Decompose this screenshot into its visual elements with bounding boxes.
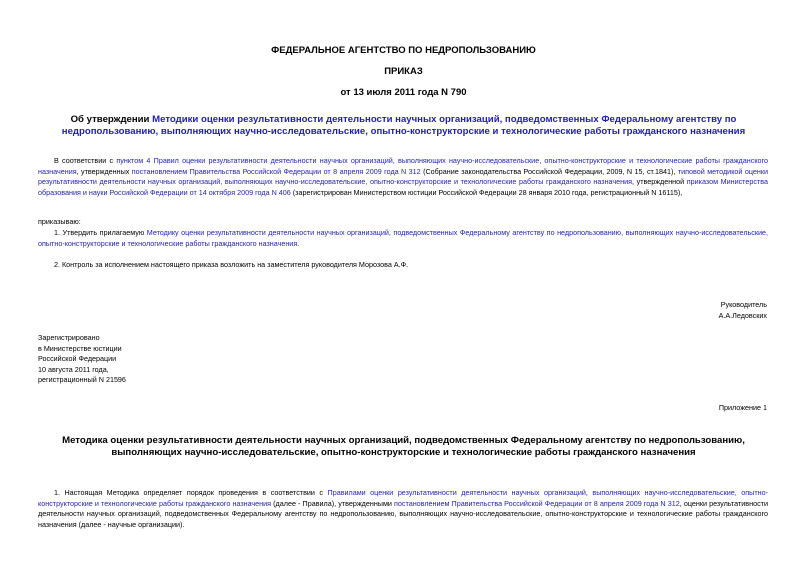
order-item-1 bbox=[38, 228, 768, 249]
signature-position: Руководитель bbox=[720, 300, 767, 309]
typical-methodology-link[interactable]: типовой методикой оценки результативности деятельности научных организаций, выполняющих научно-исследовательские, опытно-конструкторские и технологические работы гражданского назначения bbox=[38, 166, 769, 186]
preamble-text-4: , утвержденной bbox=[632, 177, 687, 186]
document-title bbox=[40, 114, 767, 138]
method-p1-text-2: (далее - Правила), утвержденными bbox=[271, 498, 395, 508]
method-p1-text-1: 1. Настоящая Методика определяет порядок проведения в соответствии с bbox=[54, 488, 328, 497]
registration-block bbox=[38, 333, 126, 386]
registration-line: Российской Федерации bbox=[38, 354, 117, 363]
government-resolution-312-link[interactable]: постановлением Правительства Российской Федерации от 8 апреля 2009 года N 312 bbox=[131, 166, 421, 176]
signature-name: А.А.Ледовских bbox=[718, 311, 767, 320]
ministry-order-406-link[interactable]: приказом Министерства образования и науки Российской Федерации от 14 октября 2009 года N 406 bbox=[38, 177, 769, 197]
registration-line: в Министерстве юстиции bbox=[38, 343, 122, 353]
registration-line: 10 августа 2011 года, bbox=[38, 364, 109, 374]
methodology-paragraph-1 bbox=[38, 488, 768, 530]
item1-text-1: 1. Утвердить прилагаемую bbox=[54, 228, 147, 237]
preamble-text-2: , утвержденных bbox=[76, 166, 132, 176]
preamble-text-3: (Собрание законодательства Российской Федерации, 2009, N 15, ст.1841), bbox=[420, 166, 678, 176]
methodology-link[interactable]: Методику оценки результативности деятельности научных организаций, подведомственных Федеральному агентству по недропользованию, выполняющих научно-исследовательские, опытно-конструкторские и технологические работы гражданского назначения bbox=[38, 228, 768, 248]
order-item-2: 2. Контроль за исполнением настоящего приказа возложить на заместителя руководителя Морозова А.Ф. bbox=[54, 260, 409, 269]
registration-line: Зарегистрировано bbox=[38, 333, 100, 342]
rules-point-4-link[interactable]: пунктом 4 Правил оценки результативности деятельности научных организаций, выполняющих научно-исследовательские, опытно-конструкторские и технологические работы гражданского назначения bbox=[38, 156, 768, 176]
item1-text-2: . bbox=[297, 238, 300, 248]
registration-line: регистрационный N 21596 bbox=[38, 375, 126, 384]
government-resolution-312-link-2[interactable]: постановлением Правительства Российской Федерации от 8 апреля 2009 года N 312 bbox=[394, 498, 680, 508]
rules-link[interactable]: Правилами оценки результативности деятельности научных организаций, выполняющих научно-исследовательские, опытно-конструкторские и технологические работы гражданского назначения bbox=[38, 488, 768, 508]
preamble-text-5: (зарегистрирован Министерством юстиции Российской Федерации 28 января 2010 года, регистрационный N 16115), bbox=[290, 187, 683, 197]
document-date-number: от 13 июля 2011 года N 790 bbox=[340, 87, 467, 98]
preamble-text-1: В соответствии с bbox=[54, 156, 117, 165]
method-p1-text-3: , оценки результативности деятельности научных организаций, подведомственных Федеральному агентству по недропользованию, выполняющих научно-исследовательские, опытно-конструкторские и технологические работы гражданского назначения (далее - научные организации). bbox=[38, 498, 768, 529]
order-word: приказываю: bbox=[38, 217, 81, 226]
preamble-paragraph bbox=[38, 156, 768, 198]
title-link[interactable]: Методики оценки результативности деятельности научных организаций, подведомственных Федеральному агентству по недропользованию, выполняющих научно-исследовательские, опытно-конструкторские и технологические работы гражданского назначения bbox=[61, 114, 746, 137]
agency-name: ФЕДЕРАЛЬНОЕ АГЕНТСТВО ПО НЕДРОПОЛЬЗОВАНИЮ bbox=[271, 45, 536, 56]
title-prefix: Об утверждении bbox=[70, 114, 153, 125]
methodology-title: Методика оценки результативности деятельности научных организаций, подведомственных Федеральному агентству по недропользованию, выполняющих научно-исследовательские, опытно-конструкторские и технологические работы гражданского назначения bbox=[62, 435, 745, 458]
document-type: ПРИКАЗ bbox=[384, 66, 423, 77]
appendix-label: Приложение 1 bbox=[718, 403, 767, 412]
